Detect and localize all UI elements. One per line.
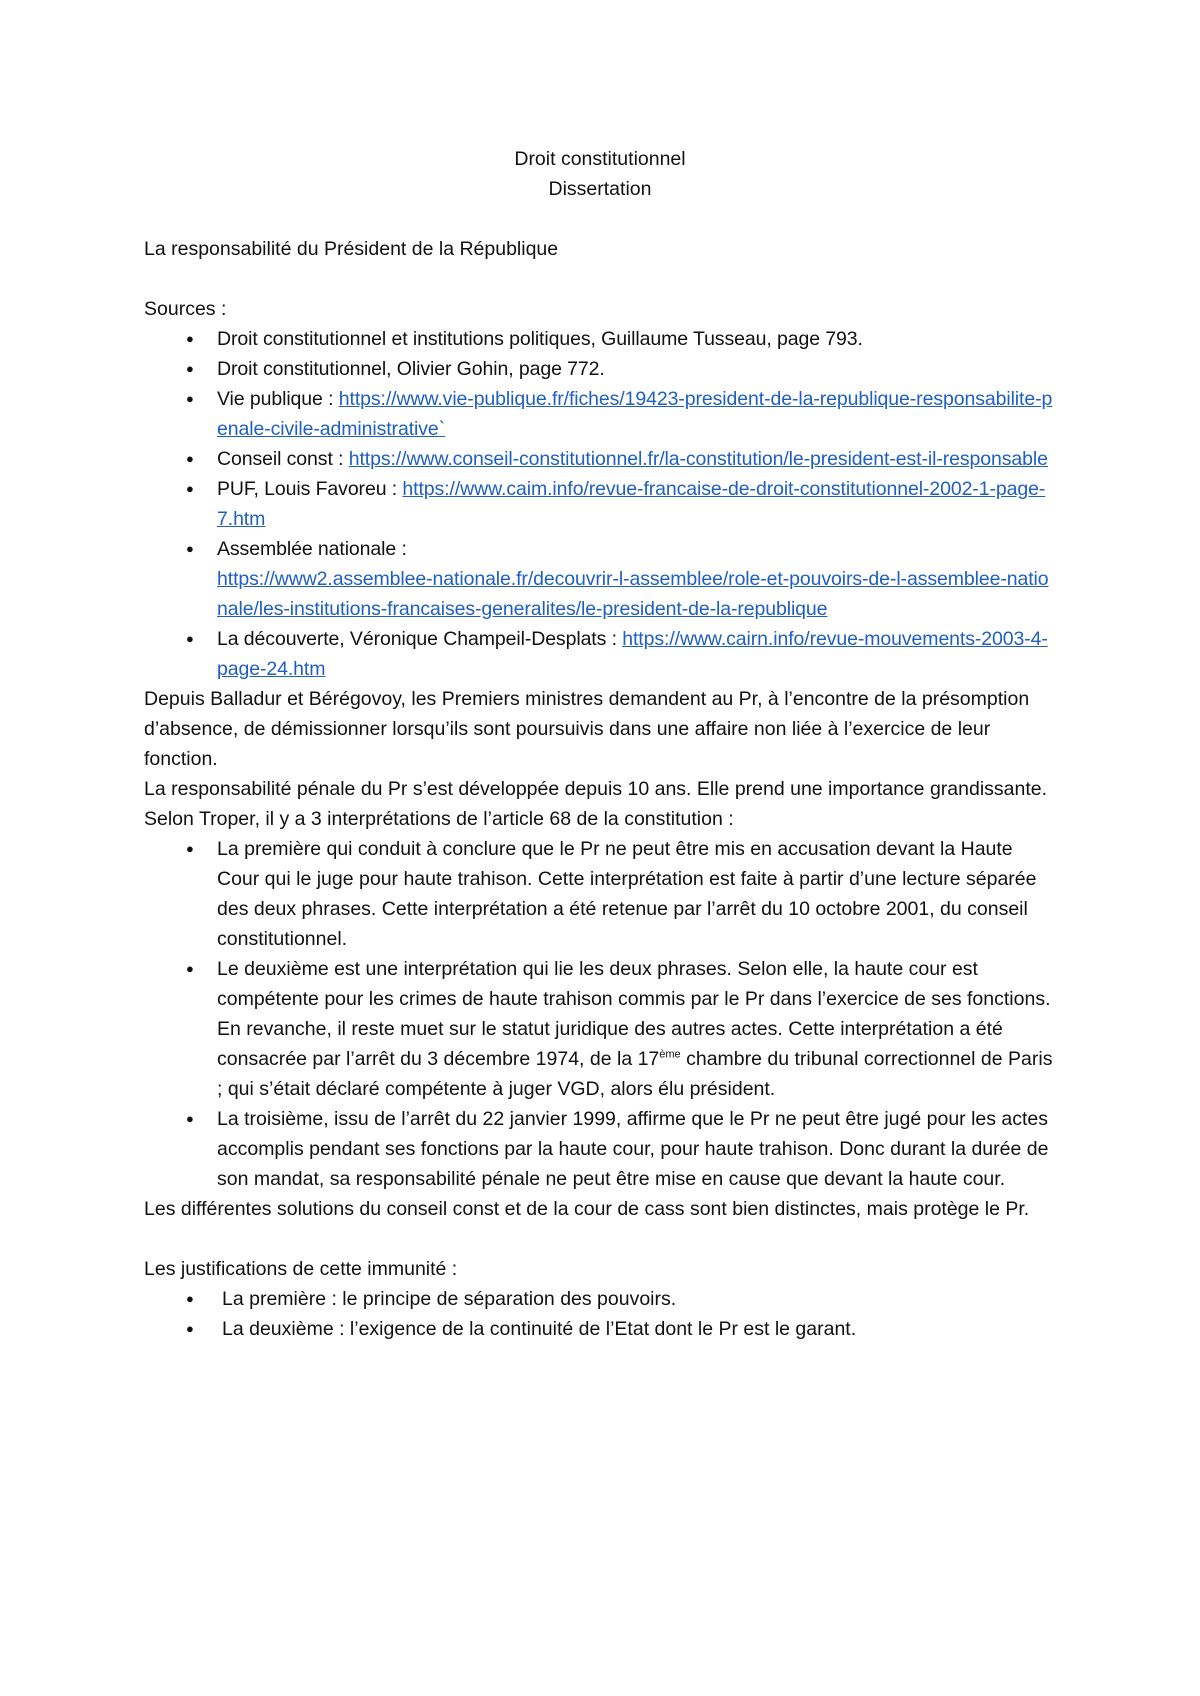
interpretation-second: ● Le deuxième est une interprétation qui lie les deux phrases. Selon elle, la haute cour est compétente pour les crimes de haute trahison commis par le Pr dans l’exercice de ses fonctions. En revanche, il reste muet sur le statut juridique des autres actes. Cette interprétation a été consacrée par l’arrêt du 3 décembre 1974, de la 17ème chambre du tribunal correctionnel de Paris ; qui s’était déclaré compétente à juger VGD, alors élu président. — [144, 954, 1056, 1104]
spacer — [144, 264, 1056, 294]
justification-item: ● La deuxième : l’exigence de la continuité de l’Etat dont le Pr est le garant. — [144, 1314, 1056, 1344]
source-link-cairn[interactable]: https://www.cairn.info/revue-mouvements-2003-4-page-24.htm — [217, 628, 1048, 680]
doc-title: Droit constitutionnel — [514, 148, 686, 170]
source-item: ● Vie publique : https://www.vie-publique.fr/fiches/19423-president-de-la-republique-responsabilite-penale-civile-administrative` — [144, 384, 1056, 444]
paragraph: Depuis Balladur et Bérégovoy, les Premiers ministres demandent au Pr, à l’encontre de la présomption d’absence, de démissionner lorsqu’ils sont poursuivis dans une affaire non liée à l’exercice de leur fonction. — [144, 688, 1030, 770]
source-item: ● Assemblée nationale : https://www2.assemblee-nationale.fr/decouvrir-l-assemblee/role-et-pouvoirs-de-l-assemblee-nationale/les-institutions-francaises-generalites/le-president-de-la-republique — [144, 534, 1056, 624]
dissertation-subject: La responsabilité du Président de la République — [144, 238, 559, 260]
spacer — [144, 1224, 1056, 1254]
source-link-conseil-const[interactable]: https://www.conseil-constitutionnel.fr/la-constitution/le-president-est-il-responsable — [348, 448, 1048, 470]
source-item: ● Droit constitutionnel, Olivier Gohin, page 772. — [144, 354, 1056, 384]
source-item: ● PUF, Louis Favoreu : https://www.caim.info/revue-francaise-de-droit-constitutionnel-2002-1-page-7.htm — [144, 474, 1056, 534]
source-link-vie-publique[interactable]: https://www.vie-publique.fr/fiches/19423-president-de-la-republique-responsabilite-penale-civile-administrative` — [217, 388, 1053, 440]
source-item: ● Conseil const : https://www.conseil-constitutionnel.fr/la-constitution/le-president-est-il-responsable — [144, 444, 1056, 474]
sources-list — [144, 324, 1056, 684]
document-body — [144, 144, 1056, 1344]
paragraph: La responsabilité pénale du Pr s’est développée depuis 10 ans. Elle prend une importance grandissante. — [144, 778, 1048, 800]
justifications-label: Les justifications de cette immunité : — [144, 1258, 458, 1280]
sources-label: Sources : — [144, 298, 227, 320]
spacer — [144, 204, 1056, 234]
source-item: ● Droit constitutionnel et institutions politiques, Guillaume Tusseau, page 793. — [144, 324, 1056, 354]
paragraph: Selon Troper, il y a 3 interprétations de l’article 68 de la constitution : — [144, 808, 734, 830]
interpretation-first: ● La première qui conduit à conclure que le Pr ne peut être mis en accusation devant la Haute Cour qui le juge pour haute trahison. Cette interprétation est faite à partir d’une lecture séparée des deux phrases. Cette interprétation a été retenue par l’arrêt du 10 octobre 2001, du conseil constitutionnel. — [144, 834, 1056, 954]
doc-subtitle: Dissertation — [548, 178, 652, 200]
interpretation-third: ● La troisième, issu de l’arrêt du 22 janvier 1999, affirme que le Pr ne peut être jugé pour les actes accomplis pendant ses fonctions par la haute cour, pour haute trahison. Donc durant la durée de son mandat, sa responsabilité pénale ne peut être mise en cause que devant la haute cour. — [144, 1104, 1056, 1194]
justification-item: ● La première : le principe de séparation des pouvoirs. — [144, 1284, 1056, 1314]
source-link-assemblee[interactable]: https://www2.assemblee-nationale.fr/decouvrir-l-assemblee/role-et-pouvoirs-de-l-assemblee-nationale/les-institutions-francaises-generalites/le-president-de-la-republique — [217, 568, 1049, 620]
interpretations-list — [144, 834, 1056, 1194]
paragraph: Les différentes solutions du conseil const et de la cour de cass sont bien distinctes, mais protège le Pr. — [144, 1198, 1030, 1220]
source-link-caim[interactable]: https://www.caim.info/revue-francaise-de-droit-constitutionnel-2002-1-page-7.htm — [217, 478, 1046, 530]
justifications-list — [144, 1284, 1056, 1344]
source-item: ● La découverte, Véronique Champeil-Desplats : https://www.cairn.info/revue-mouvements-2003-4-page-24.htm — [144, 624, 1056, 684]
